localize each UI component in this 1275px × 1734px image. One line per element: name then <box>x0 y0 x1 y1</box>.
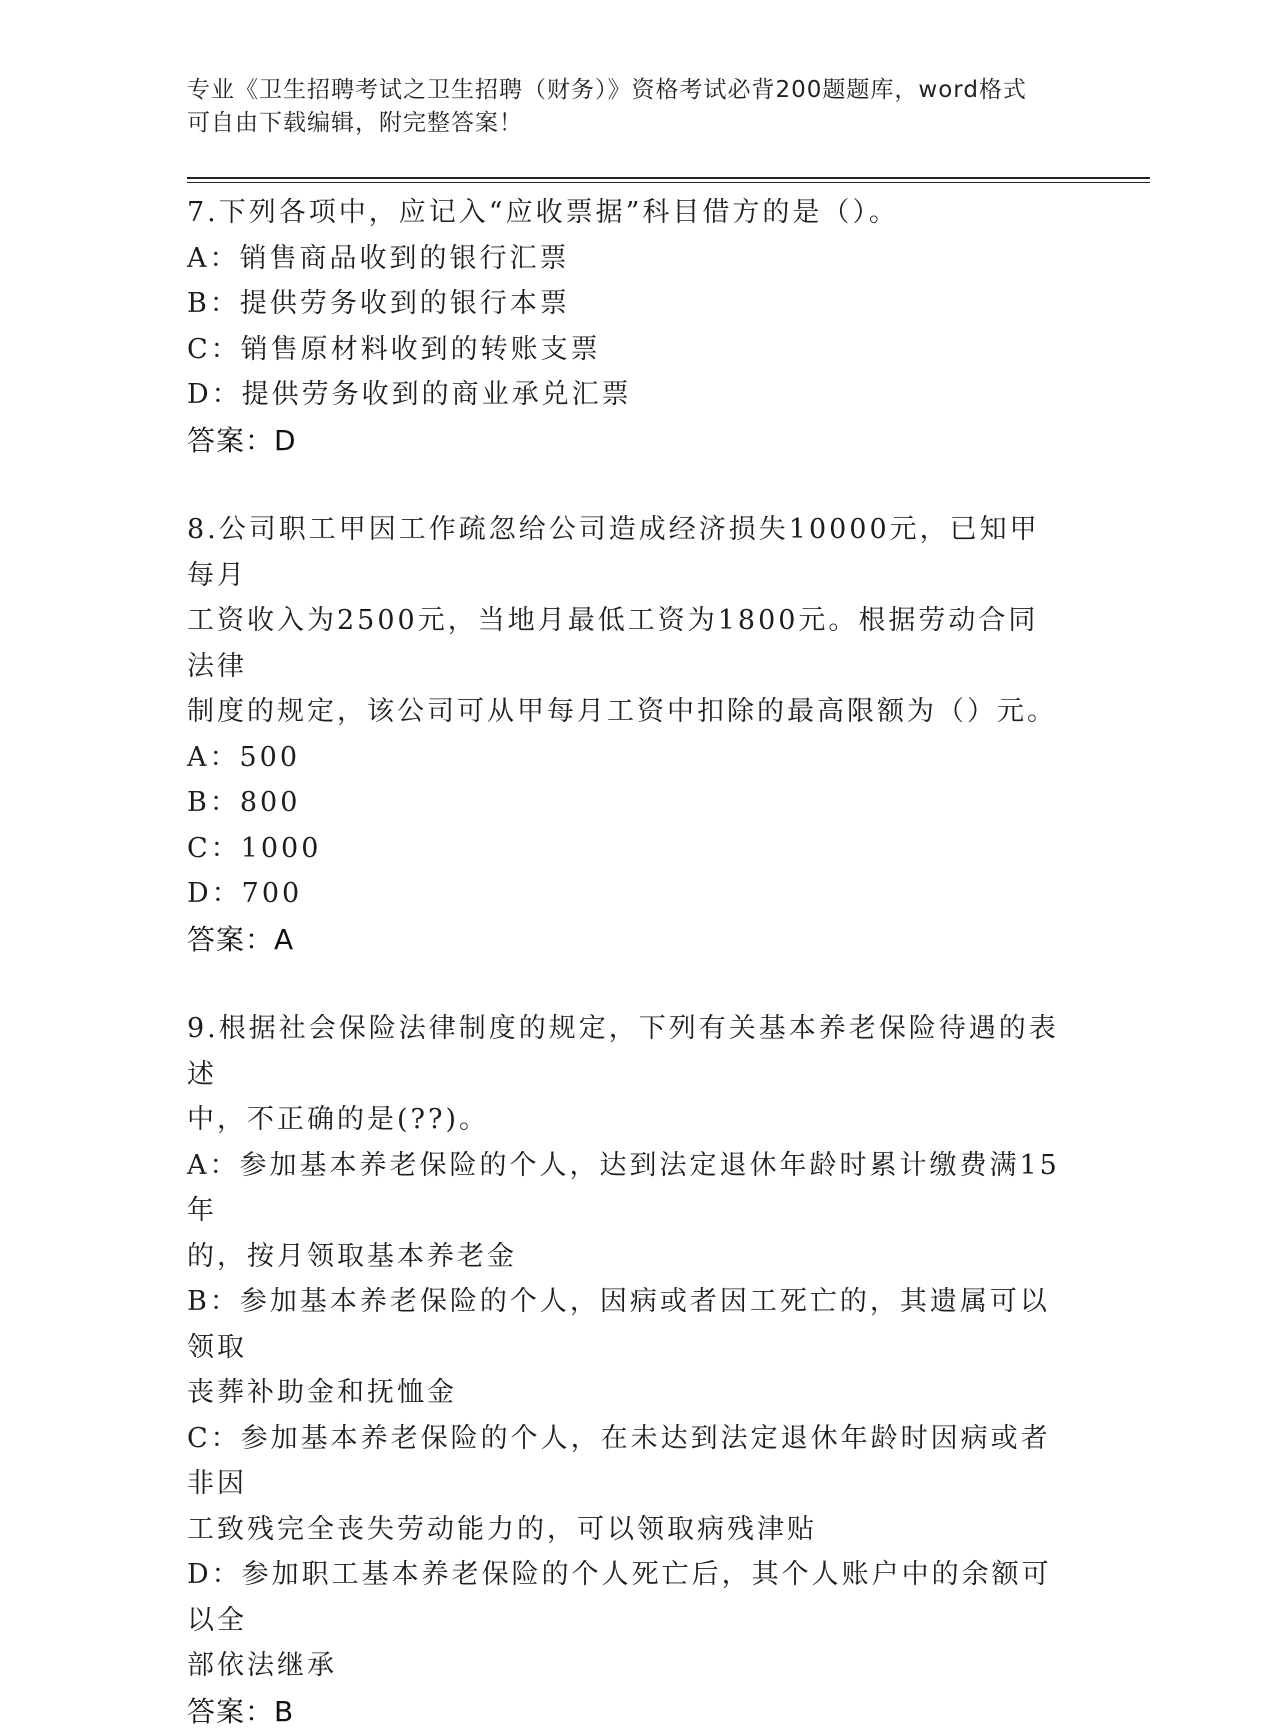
question-9-option-a-line-1: A：参加基本养老保险的个人，达到法定退休年龄时累计缴费满15年 <box>187 1143 1067 1234</box>
question-8-option-a: A：500 <box>187 735 1067 781</box>
spacer <box>187 463 1067 507</box>
question-9-option-b-line-2: 丧葬补助金和抚恤金 <box>187 1370 1067 1416</box>
question-9-option-a-line-2: 的，按月领取基本养老金 <box>187 1234 1067 1280</box>
question-9-option-b-line-1: B：参加基本养老保险的个人，因病或者因工死亡的，其遗属可以领取 <box>187 1279 1067 1370</box>
header-line-2: 可自由下载编辑，附完整答案！ <box>187 107 1067 140</box>
question-8-option-b: B：800 <box>187 780 1067 826</box>
document-header <box>187 74 1067 140</box>
question-8-answer: 答案：A <box>187 917 1067 963</box>
question-9 <box>187 1006 1067 1734</box>
question-9-option-c-line-1: C：参加基本养老保险的个人，在未达到法定退休年龄时因病或者非因 <box>187 1416 1067 1507</box>
question-7-option-c: C：销售原材料收到的转账支票 <box>187 327 1067 373</box>
spacer <box>187 962 1067 1006</box>
question-list <box>187 190 1067 1734</box>
question-9-option-d-line-1: D：参加职工基本养老保险的个人死亡后，其个人账户中的余额可以全 <box>187 1552 1067 1643</box>
question-8-stem-line-1: 8.公司职工甲因工作疏忽给公司造成经济损失10000元，已知甲每月 <box>187 507 1067 598</box>
question-8 <box>187 507 1067 962</box>
question-8-stem-line-2: 工资收入为2500元，当地月最低工资为1800元。根据劳动合同法律 <box>187 598 1067 689</box>
question-7-stem: 7.下列各项中，应记入“应收票据”科目借方的是（）。 <box>187 190 1067 236</box>
question-7-option-d: D：提供劳务收到的商业承兑汇票 <box>187 372 1067 418</box>
question-9-stem-line-1: 9.根据社会保险法律制度的规定，下列有关基本养老保险待遇的表述 <box>187 1006 1067 1097</box>
question-9-stem-line-2: 中，不正确的是(??)。 <box>187 1097 1067 1143</box>
question-7-option-a: A：销售商品收到的银行汇票 <box>187 236 1067 282</box>
header-rule-thin <box>187 182 1150 183</box>
question-8-option-c: C：1000 <box>187 826 1067 872</box>
header-line-1: 专业《卫生招聘考试之卫生招聘（财务）》资格考试必背200题题库，word格式 <box>187 74 1067 107</box>
question-7-answer: 答案：D <box>187 418 1067 464</box>
question-9-answer: 答案：B <box>187 1689 1067 1734</box>
question-9-option-d-line-2: 部依法继承 <box>187 1643 1067 1689</box>
header-rule-thick <box>187 177 1150 179</box>
question-8-option-d: D：700 <box>187 871 1067 917</box>
question-9-option-c-line-2: 工致残完全丧失劳动能力的，可以领取病残津贴 <box>187 1507 1067 1553</box>
question-8-stem-line-3: 制度的规定，该公司可从甲每月工资中扣除的最高限额为（）元。 <box>187 689 1067 735</box>
question-7-option-b: B：提供劳务收到的银行本票 <box>187 281 1067 327</box>
question-7 <box>187 190 1067 463</box>
